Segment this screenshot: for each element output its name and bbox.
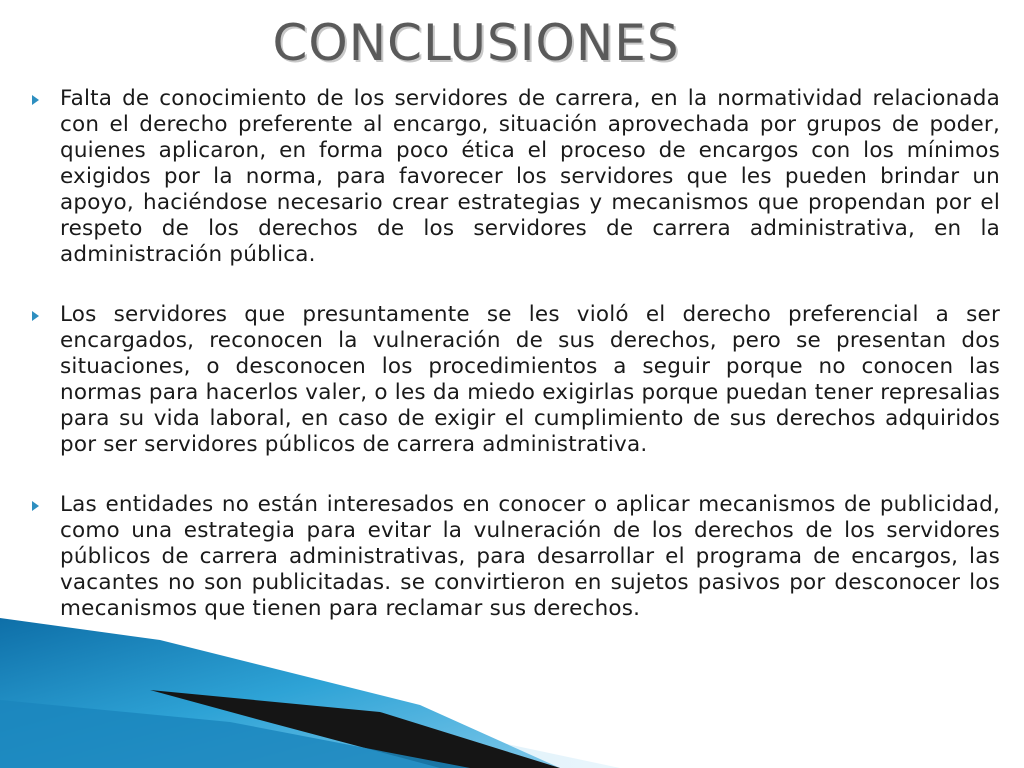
bullet-item — [60, 86, 1000, 268]
bullet-text: Las entidades no están interesados en conocer o aplicar mecanismos de publicidad, como una estrategia para evitar la vulneración de los derechos de los servidores públicos de carrera administrativas, para desarrollar el programa de encargos, las vacantes no son publicitadas. se convirtieron en sujetos pasivos por desconocer los mecanismos que tienen para reclamar sus derechos. — [60, 492, 1000, 621]
triangle-bullet-icon — [32, 95, 39, 105]
bullet-item — [60, 302, 1000, 458]
triangle-bullet-icon — [32, 501, 39, 511]
triangle-bullet-icon — [32, 311, 39, 321]
bullet-text: Los servidores que presuntamente se les violó el derecho preferencial a ser encargados, reconocen la vulneración de sus derechos, pero se presentan dos situaciones, o desconocen los procedimientos a seguir porque no conocen las normas para hacerlos valer, o les da miedo exigirlas porque puedan tener represalias para su vida laboral, en caso de exigir el cumplimiento de sus derechos adquiridos por ser servidores públicos de carrera administrativa. — [60, 302, 1000, 457]
bullet-item — [60, 492, 1000, 622]
bullet-list — [60, 86, 1000, 622]
slide-title: CONCLUSIONES — [272, 14, 680, 72]
bullet-text: Falta de conocimiento de los servidores de carrera, en la normatividad relacionada con el derecho preferente al encargo, situación aprovechada por grupos de poder, quienes aplicaron, en forma poco ética el proceso de encargos con los mínimos exigidos por la norma, para favorecer los servidores que les pueden brindar un apoyo, haciéndose necesario crear estrategias y mecanismos que propendan por el respeto de los derechos de los servidores de carrera administrativa, en la administración pública. — [60, 86, 1000, 267]
